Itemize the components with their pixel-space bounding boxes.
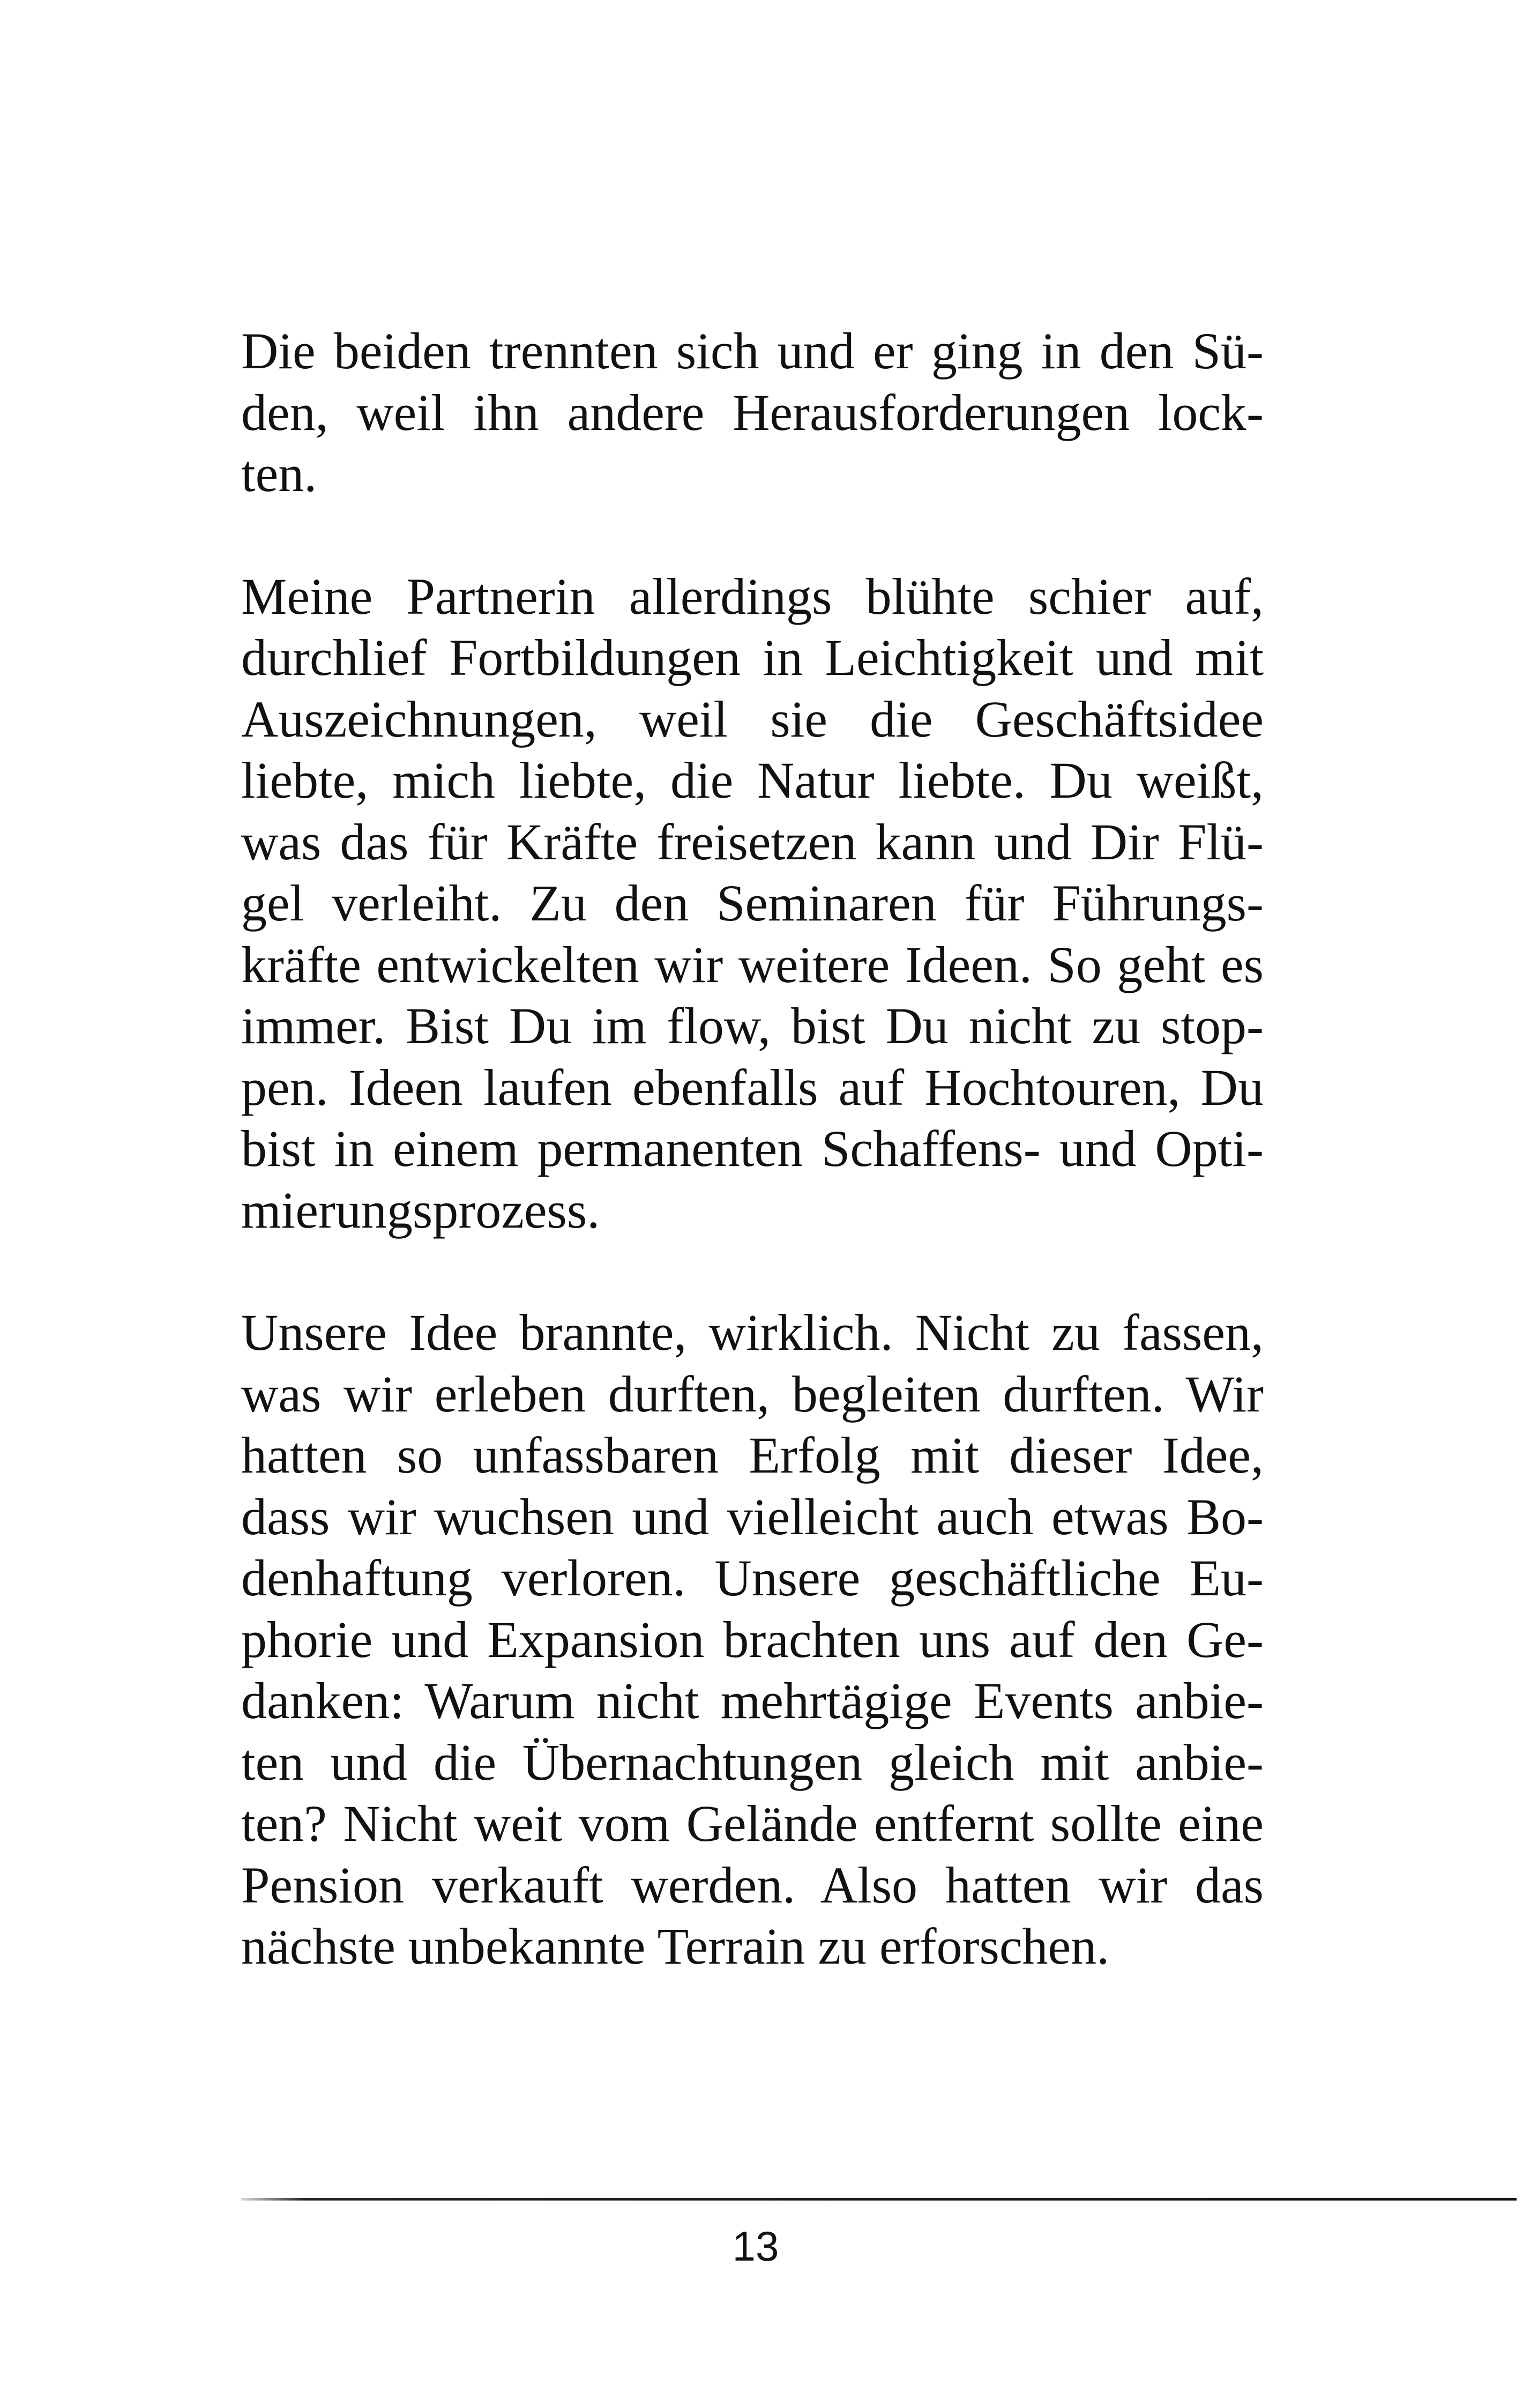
paragraph-spacer (241, 1241, 1264, 1302)
text-line: Auszeichnungen, weil sie die Geschäftsidee (241, 690, 1264, 748)
text-line: kräfte entwickelten wir weitere Ideen. So geht es (241, 935, 1264, 993)
text-line: immer. Bist Du im flow, bist Du nicht zu stop- (241, 997, 1264, 1054)
paragraph-3 (241, 1302, 1264, 1978)
text-line: gel verleiht. Zu den Seminaren für Führungs- (241, 874, 1264, 932)
text-line: pen. Ideen laufen ebenfalls auf Hochtouren, Du (241, 1058, 1264, 1116)
text-line: danken: Warum nicht mehrtägige Events anbie- (241, 1672, 1264, 1729)
paragraph-spacer (241, 505, 1264, 566)
text-line: ten. (241, 445, 317, 502)
text-line: den, weil ihn andere Herausforderungen lock- (241, 383, 1264, 441)
text-line: Die beiden trennten sich und er ging in den Sü- (241, 322, 1264, 380)
text-line: ten? Nicht weit vom Gelände entfernt sollte eine (241, 1795, 1264, 1852)
page-body (241, 321, 1264, 1978)
text-line: hatten so unfassbaren Erfolg mit dieser Idee, (241, 1426, 1264, 1484)
text-line: phorie und Expansion brachten uns auf den Ge- (241, 1610, 1264, 1668)
text-line: denhaftung verloren. Unsere geschäftliche Eu- (241, 1549, 1264, 1607)
paragraph-1 (241, 321, 1264, 505)
text-line: was wir erleben durften, begleiten durften. Wir (241, 1365, 1264, 1423)
text-line: Pension verkauft werden. Also hatten wir das (241, 1856, 1264, 1914)
text-line: mierungsprozess. (241, 1181, 600, 1239)
text-line: ten und die Übernachtungen gleich mit anbie- (241, 1733, 1264, 1791)
text-line: bist in einem permanenten Schaffens- und Opti- (241, 1120, 1264, 1177)
text-line: Meine Partnerin allerdings blühte schier auf, (241, 567, 1264, 625)
page-number: 13 (732, 2223, 779, 2270)
text-line: was das für Kräfte freisetzen kann und Dir Flü- (241, 813, 1264, 871)
text-line: nächste unbekannte Terrain zu erforschen. (241, 1918, 1110, 1975)
text-line: durchlief Fortbildungen in Leichtigkeit und mit (241, 629, 1264, 686)
footer-divider (241, 2198, 1517, 2201)
text-line: Unsere Idee brannte, wirklich. Nicht zu fassen, (241, 1304, 1264, 1361)
paragraph-2 (241, 566, 1264, 1242)
text-line: dass wir wuchsen und vielleicht auch etwas Bo- (241, 1488, 1264, 1545)
text-line: liebte, mich liebte, die Natur liebte. Du weißt, (241, 752, 1264, 809)
